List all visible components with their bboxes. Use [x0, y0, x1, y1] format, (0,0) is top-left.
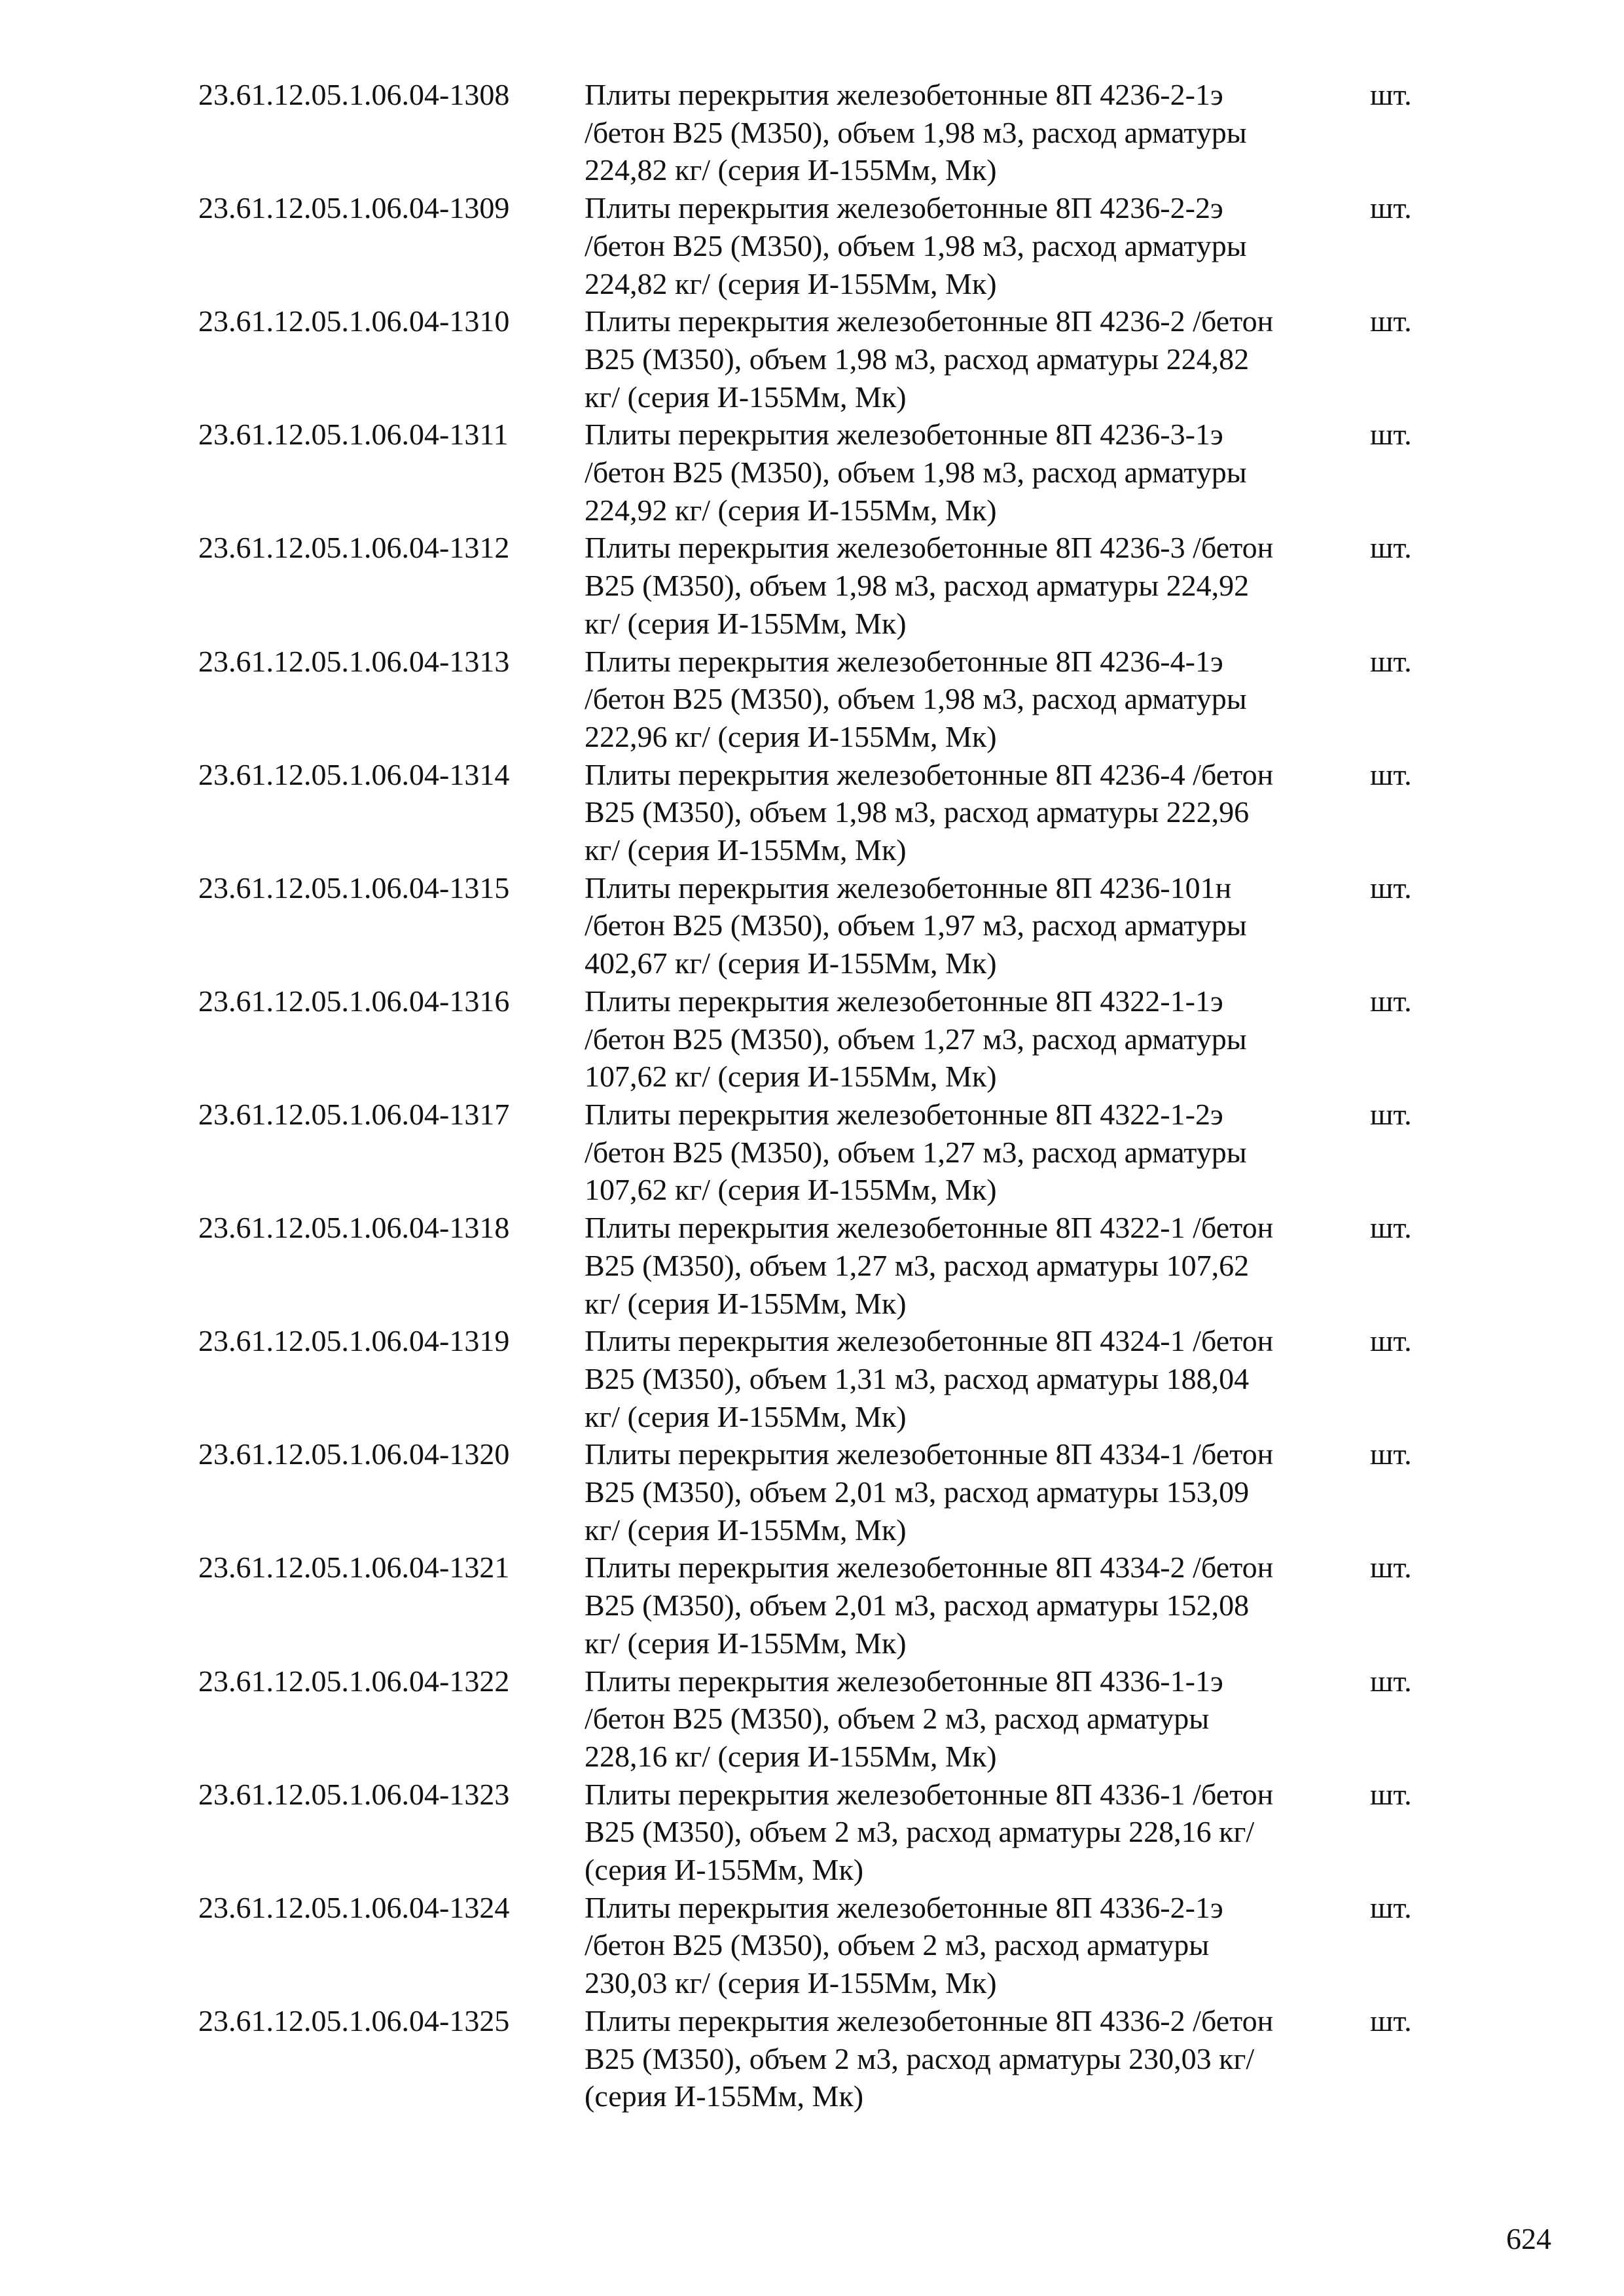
- resource-description: [585, 529, 1370, 642]
- description-line: кг/ (серия И-155Мм, Мк): [585, 1399, 907, 1433]
- page-number: 624: [1506, 2222, 1551, 2255]
- description-line: В25 (М350), объем 2,01 м3, расход арматуры 152,08: [585, 1588, 1250, 1623]
- description-line: /бетон В25 (М350), объем 1,98 м3, расход арматуры: [585, 682, 1247, 716]
- table-row: [198, 76, 1442, 189]
- resource-description: [585, 302, 1370, 416]
- resource-code: 23.61.12.05.1.06.04-1316: [198, 984, 510, 1018]
- unit-of-measure: шт.: [1370, 1777, 1412, 1811]
- resource-description: [585, 869, 1370, 982]
- resource-description: [585, 1889, 1370, 2002]
- description-line: Плиты перекрытия железобетонные 8П 4336-1-1э: [585, 1664, 1223, 1698]
- description-line: Плиты перекрытия железобетонные 8П 4322-1-1э: [585, 984, 1223, 1018]
- unit-of-measure: шт.: [1370, 531, 1412, 565]
- description-line: /бетон В25 (М350), объем 1,27 м3, расход арматуры: [585, 1022, 1247, 1056]
- description-line: Плиты перекрытия железобетонные 8П 4336-2-1э: [585, 1890, 1223, 1924]
- description-line: В25 (М350), объем 1,98 м3, расход арматуры 222,96: [585, 795, 1250, 829]
- description-line: (серия И-155Мм, Мк): [585, 2079, 864, 2113]
- unit-of-measure: шт.: [1370, 870, 1412, 905]
- unit-of-measure: шт.: [1370, 984, 1412, 1018]
- resource-code: 23.61.12.05.1.06.04-1317: [198, 1097, 510, 1131]
- description-line: /бетон В25 (М350), объем 1,97 м3, расход арматуры: [585, 908, 1247, 942]
- description-line: Плиты перекрытия железобетонные 8П 4236-101н: [585, 870, 1232, 905]
- resource-code: 23.61.12.05.1.06.04-1308: [198, 78, 510, 111]
- resource-description: [585, 2002, 1370, 2115]
- description-line: /бетон В25 (М350), объем 1,98 м3, расход арматуры: [585, 228, 1247, 262]
- resource-description: [585, 189, 1370, 302]
- description-line: Плиты перекрытия железобетонные 8П 4236-4-1э: [585, 644, 1223, 678]
- table-row: [198, 1776, 1442, 1889]
- description-line: В25 (М350), объем 2 м3, расход арматуры 230,03 кг/: [585, 2041, 1255, 2075]
- resource-description: [585, 1776, 1370, 1889]
- unit-of-measure: шт.: [1370, 757, 1412, 791]
- description-line: /бетон В25 (М350), объем 1,98 м3, расход арматуры: [585, 456, 1247, 490]
- description-line: 107,62 кг/ (серия И-155Мм, Мк): [585, 1173, 997, 1207]
- resource-code: 23.61.12.05.1.06.04-1323: [198, 1777, 510, 1811]
- resource-code: 23.61.12.05.1.06.04-1313: [198, 644, 510, 678]
- description-line: Плиты перекрытия железобетонные 8П 4322-1-2э: [585, 1097, 1223, 1131]
- table-row: [198, 302, 1442, 416]
- resource-code: 23.61.12.05.1.06.04-1314: [198, 757, 510, 791]
- description-line: Плиты перекрытия железобетонные 8П 4336-2 /бетон: [585, 2003, 1274, 2037]
- description-line: Плиты перекрытия железобетонные 8П 4236-2-1э: [585, 78, 1223, 111]
- description-line: 224,82 кг/ (серия И-155Мм, Мк): [585, 266, 997, 300]
- unit-of-measure: шт.: [1370, 1890, 1412, 1924]
- description-line: кг/ (серия И-155Мм, Мк): [585, 380, 907, 414]
- resource-code: 23.61.12.05.1.06.04-1315: [198, 870, 510, 905]
- resource-description: [585, 756, 1370, 869]
- resource-description: [585, 1322, 1370, 1435]
- unit-of-measure: шт.: [1370, 1324, 1412, 1358]
- resource-code: 23.61.12.05.1.06.04-1312: [198, 531, 510, 565]
- unit-of-measure: шт.: [1370, 644, 1412, 678]
- resource-description: [585, 1549, 1370, 1662]
- description-line: кг/ (серия И-155Мм, Мк): [585, 1626, 907, 1660]
- table-row: [198, 189, 1442, 302]
- price-list-table: [198, 76, 1442, 2115]
- table-row: [198, 1322, 1442, 1435]
- resource-code: 23.61.12.05.1.06.04-1311: [198, 418, 509, 452]
- description-line: кг/ (серия И-155Мм, Мк): [585, 606, 907, 640]
- table-row: [198, 1549, 1442, 1662]
- resource-description: [585, 643, 1370, 756]
- description-line: 224,92 кг/ (серия И-155Мм, Мк): [585, 493, 997, 527]
- unit-of-measure: шт.: [1370, 1551, 1412, 1585]
- resource-description: [585, 76, 1370, 189]
- unit-of-measure: шт.: [1370, 191, 1412, 225]
- description-line: Плиты перекрытия железобетонные 8П 4334-1 /бетон: [585, 1437, 1274, 1471]
- table-row: [198, 869, 1442, 982]
- unit-of-measure: шт.: [1370, 1437, 1412, 1471]
- description-line: Плиты перекрытия железобетонные 8П 4334-2 /бетон: [585, 1551, 1274, 1585]
- unit-of-measure: шт.: [1370, 2003, 1412, 2037]
- description-line: В25 (М350), объем 2,01 м3, расход арматуры 153,09: [585, 1475, 1250, 1509]
- resource-description: [585, 1096, 1370, 1209]
- description-line: кг/ (серия И-155Мм, Мк): [585, 833, 907, 867]
- description-line: 230,03 кг/ (серия И-155Мм, Мк): [585, 1966, 997, 2000]
- resource-code: 23.61.12.05.1.06.04-1321: [198, 1551, 510, 1585]
- resource-code: 23.61.12.05.1.06.04-1309: [198, 191, 510, 225]
- description-line: /бетон В25 (М350), объем 1,27 м3, расход арматуры: [585, 1135, 1247, 1169]
- description-line: Плиты перекрытия железобетонные 8П 4322-1 /бетон: [585, 1211, 1274, 1245]
- table-row: [198, 1209, 1442, 1322]
- table-row: [198, 416, 1442, 529]
- table-row: [198, 2002, 1442, 2115]
- table-row: [198, 529, 1442, 642]
- unit-of-measure: шт.: [1370, 1097, 1412, 1131]
- resource-code: 23.61.12.05.1.06.04-1320: [198, 1437, 510, 1471]
- resource-code: 23.61.12.05.1.06.04-1322: [198, 1664, 510, 1698]
- unit-of-measure: шт.: [1370, 1211, 1412, 1245]
- resource-code: 23.61.12.05.1.06.04-1324: [198, 1890, 510, 1924]
- unit-of-measure: шт.: [1370, 418, 1412, 452]
- description-line: В25 (М350), объем 1,27 м3, расход арматуры 107,62: [585, 1248, 1250, 1282]
- description-line: /бетон В25 (М350), объем 2 м3, расход арматуры: [585, 1702, 1210, 1736]
- resource-description: [585, 982, 1370, 1096]
- description-line: Плиты перекрытия железобетонные 8П 4236-2-2э: [585, 191, 1223, 225]
- description-line: В25 (М350), объем 1,31 м3, расход арматуры 188,04: [585, 1361, 1250, 1395]
- description-line: /бетон В25 (М350), объем 1,98 м3, расход арматуры: [585, 115, 1247, 149]
- description-line: Плиты перекрытия железобетонные 8П 4336-1 /бетон: [585, 1777, 1274, 1811]
- resource-code: 23.61.12.05.1.06.04-1318: [198, 1211, 510, 1245]
- table-row: [198, 756, 1442, 869]
- table-row: [198, 1435, 1442, 1549]
- table-row: [198, 1889, 1442, 2002]
- table-row: [198, 1662, 1442, 1776]
- description-line: В25 (М350), объем 2 м3, расход арматуры 228,16 кг/: [585, 1815, 1255, 1849]
- table-row: [198, 643, 1442, 756]
- description-line: 402,67 кг/ (серия И-155Мм, Мк): [585, 946, 997, 980]
- unit-of-measure: шт.: [1370, 78, 1412, 111]
- description-line: 107,62 кг/ (серия И-155Мм, Мк): [585, 1060, 997, 1094]
- description-line: 222,96 кг/ (серия И-155Мм, Мк): [585, 719, 997, 753]
- description-line: (серия И-155Мм, Мк): [585, 1853, 864, 1887]
- description-line: В25 (М350), объем 1,98 м3, расход арматуры 224,92: [585, 569, 1250, 603]
- resource-code: 23.61.12.05.1.06.04-1319: [198, 1324, 510, 1358]
- unit-of-measure: шт.: [1370, 1664, 1412, 1698]
- resource-description: [585, 416, 1370, 529]
- resource-description: [585, 1662, 1370, 1776]
- description-line: Плиты перекрытия железобетонные 8П 4324-1 /бетон: [585, 1324, 1274, 1358]
- resource-code: 23.61.12.05.1.06.04-1325: [198, 2003, 510, 2037]
- resource-description: [585, 1209, 1370, 1322]
- description-line: Плиты перекрытия железобетонные 8П 4236-3-1э: [585, 418, 1223, 452]
- table-row: [198, 982, 1442, 1096]
- unit-of-measure: шт.: [1370, 304, 1412, 338]
- description-line: Плиты перекрытия железобетонные 8П 4236-2 /бетон: [585, 304, 1274, 338]
- description-line: 224,82 кг/ (серия И-155Мм, Мк): [585, 153, 997, 187]
- description-line: кг/ (серия И-155Мм, Мк): [585, 1513, 907, 1547]
- description-line: кг/ (серия И-155Мм, Мк): [585, 1286, 907, 1320]
- description-line: /бетон В25 (М350), объем 2 м3, расход арматуры: [585, 1928, 1210, 1962]
- description-line: 228,16 кг/ (серия И-155Мм, Мк): [585, 1739, 997, 1773]
- description-line: Плиты перекрытия железобетонные 8П 4236-3 /бетон: [585, 531, 1274, 565]
- table-row: [198, 1096, 1442, 1209]
- resource-description: [585, 1435, 1370, 1549]
- description-line: В25 (М350), объем 1,98 м3, расход арматуры 224,82: [585, 342, 1250, 376]
- description-line: Плиты перекрытия железобетонные 8П 4236-4 /бетон: [585, 757, 1274, 791]
- resource-code: 23.61.12.05.1.06.04-1310: [198, 304, 510, 338]
